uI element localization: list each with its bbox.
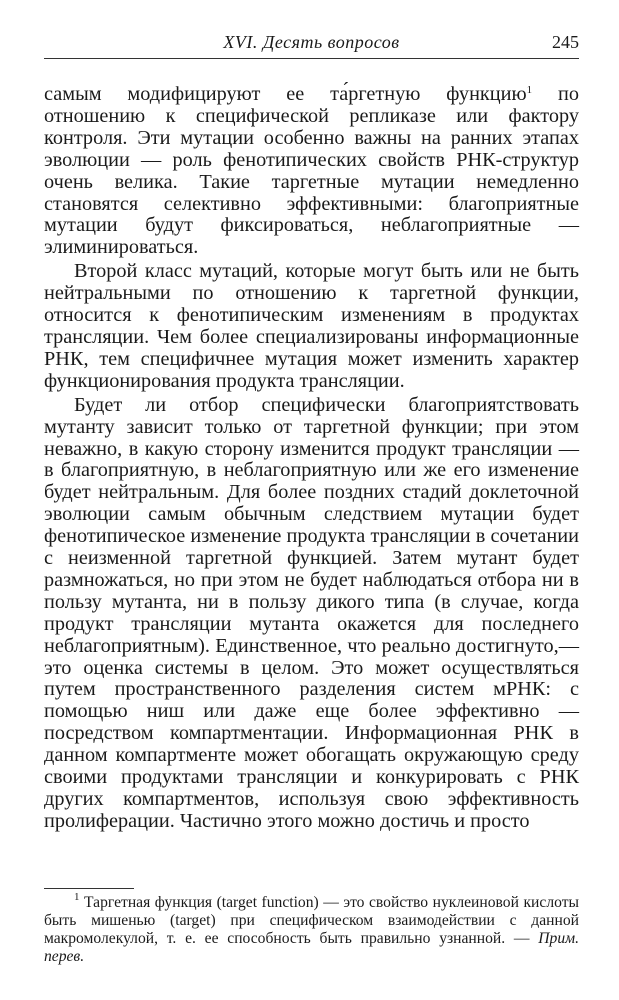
page-number: 245 (552, 32, 579, 52)
running-title: XVI. Десять вопросов (223, 32, 400, 52)
footnote-text: Таргетная функция (target function) — это свойство нуклеиновой кислоты быть мишенью (target) при специфическом взаимодействии с данной макромолекулой, т. е. ее способность быть правильно узнанной. — (44, 894, 579, 947)
paragraph-1-text-before-note: самым модифицируют ее та́ргетную функцию (44, 83, 527, 105)
paragraph-2: Второй класс мутаций, которые могут быть или не быть нейтральными по отношению к таргетной функции, относится к фенотипическим изменениям в продуктах трансляции. Чем более специализированы информационные РНК, тем специфичнее мутация может изменить характер функционирования продукта трансляции. (44, 260, 579, 392)
footnote-divider (44, 888, 134, 889)
paragraph-3: Будет ли отбор специфически благоприятствовать мутанту зависит только от таргетной функции; при этом неважно, в какую сторону изменится продукт трансляции — в благоприятную, в неблагоприятную или же его изменение будет нейтральным. Для более поздних стадий доклеточной эволюции самым обычным следствием мутации будет фенотипическое изменение продукта трансляции в сочетании с неизменной таргетной функцией. Затем мутант будет размножаться, но при этом не будет наблюдаться отбора ни в пользу мутанта, ни в пользу дикого типа (в случае, когда продукт трансляции мутанта окажется для последнего неблагоприятным). Единственное, что реально достигнуто,— это оценка системы в целом. Это может осуществляться путем пространственного разделения систем мРНК: с помощью ниш или даже еще более эффективно — посредством компартментации. Информационная РНК в данном компартменте может обогащать окружающую среду своими продуктами трансляции и конкурировать с РНК других компартментов, используя свою эффективность пролиферации. Частично этого можно достичь и просто (44, 393, 579, 832)
footnote-marker: 1 (74, 891, 80, 903)
paragraph-1-text-after-note: по отношению к специфической репликазе или фактору контроля. Эти мутации особенно важны на ранних этапах эволюции — роль фенотипических свойств РНК-структур очень велика. Такие таргетные мутации немедленно становятся селективно эффективными: благоприятные мутации будут фиксироваться, неблагоприятные — элиминироваться. (44, 83, 579, 259)
paragraph-1 (44, 84, 579, 259)
footnote-reference: 1 (526, 84, 533, 96)
running-header (44, 32, 579, 59)
footnote-attribution: Прим. перев. (44, 930, 579, 965)
footnote (44, 891, 579, 966)
body-text (44, 84, 579, 833)
